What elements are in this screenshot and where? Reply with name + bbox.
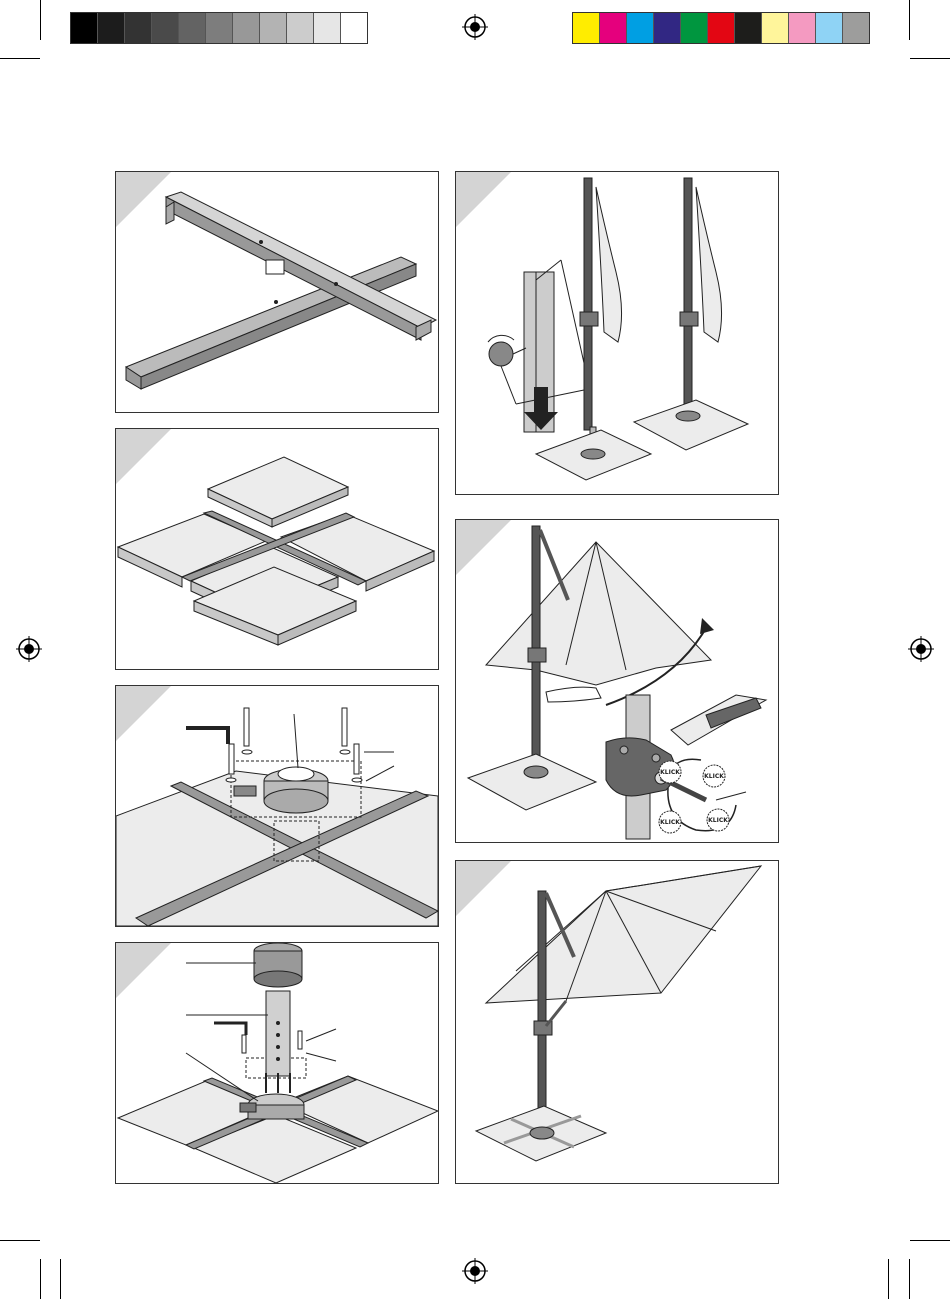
color-swatch <box>789 13 816 43</box>
step6-panel <box>455 519 779 843</box>
color-swatch <box>206 13 233 43</box>
color-swatch <box>341 13 367 43</box>
step3-panel <box>115 685 439 927</box>
color-swatch <box>152 13 179 43</box>
crop-mark <box>60 1259 61 1299</box>
crop-mark <box>0 1240 40 1241</box>
click-label: KLICK <box>660 769 680 776</box>
crop-mark <box>909 1259 910 1299</box>
color-swatch <box>843 13 869 43</box>
click-label: KLICK <box>708 817 728 824</box>
registration-mark-icon <box>462 14 488 40</box>
click-label: KLICK <box>660 819 680 826</box>
step1-panel <box>115 171 439 413</box>
crop-mark <box>40 1259 41 1299</box>
color-swatch <box>125 13 152 43</box>
color-swatch <box>600 13 627 43</box>
base-plates-icon <box>116 429 438 669</box>
pole-socket-insert-icon <box>116 943 438 1183</box>
step4-panel <box>115 942 439 1184</box>
click-burst <box>707 809 729 831</box>
color-swatch <box>735 13 762 43</box>
crop-mark <box>910 1240 950 1241</box>
color-swatch <box>816 13 843 43</box>
color-swatch <box>287 13 314 43</box>
registration-mark-icon <box>462 1258 488 1284</box>
registration-mark-icon <box>908 636 934 662</box>
process-color-bar <box>572 12 870 44</box>
pole-attach-icon <box>456 172 778 494</box>
canopy-open-crank-icon <box>456 520 778 842</box>
umbrella-open-icon <box>456 861 778 1183</box>
color-swatch <box>681 13 708 43</box>
registration-mark-icon <box>16 636 42 662</box>
color-swatch <box>314 13 341 43</box>
crop-mark <box>40 0 41 40</box>
step2-panel <box>115 428 439 670</box>
click-burst <box>659 761 681 783</box>
base-bolt-mount-icon <box>116 686 438 926</box>
crop-mark <box>888 1259 889 1299</box>
color-swatch <box>71 13 98 43</box>
crop-mark <box>0 58 40 59</box>
color-swatch <box>260 13 287 43</box>
click-burst <box>659 811 681 833</box>
color-swatch <box>98 13 125 43</box>
grayscale-color-bar <box>70 12 368 44</box>
color-swatch <box>573 13 600 43</box>
click-label: KLICK <box>704 773 724 780</box>
color-swatch <box>708 13 735 43</box>
color-swatch <box>627 13 654 43</box>
click-burst <box>703 765 725 787</box>
color-swatch <box>654 13 681 43</box>
color-swatch <box>233 13 260 43</box>
color-swatch <box>179 13 206 43</box>
color-swatch <box>762 13 789 43</box>
step5-panel <box>455 171 779 495</box>
step7-panel <box>455 860 779 1184</box>
cross-base-frame-icon <box>116 172 438 412</box>
crop-mark <box>910 58 950 59</box>
crop-mark <box>909 0 910 40</box>
